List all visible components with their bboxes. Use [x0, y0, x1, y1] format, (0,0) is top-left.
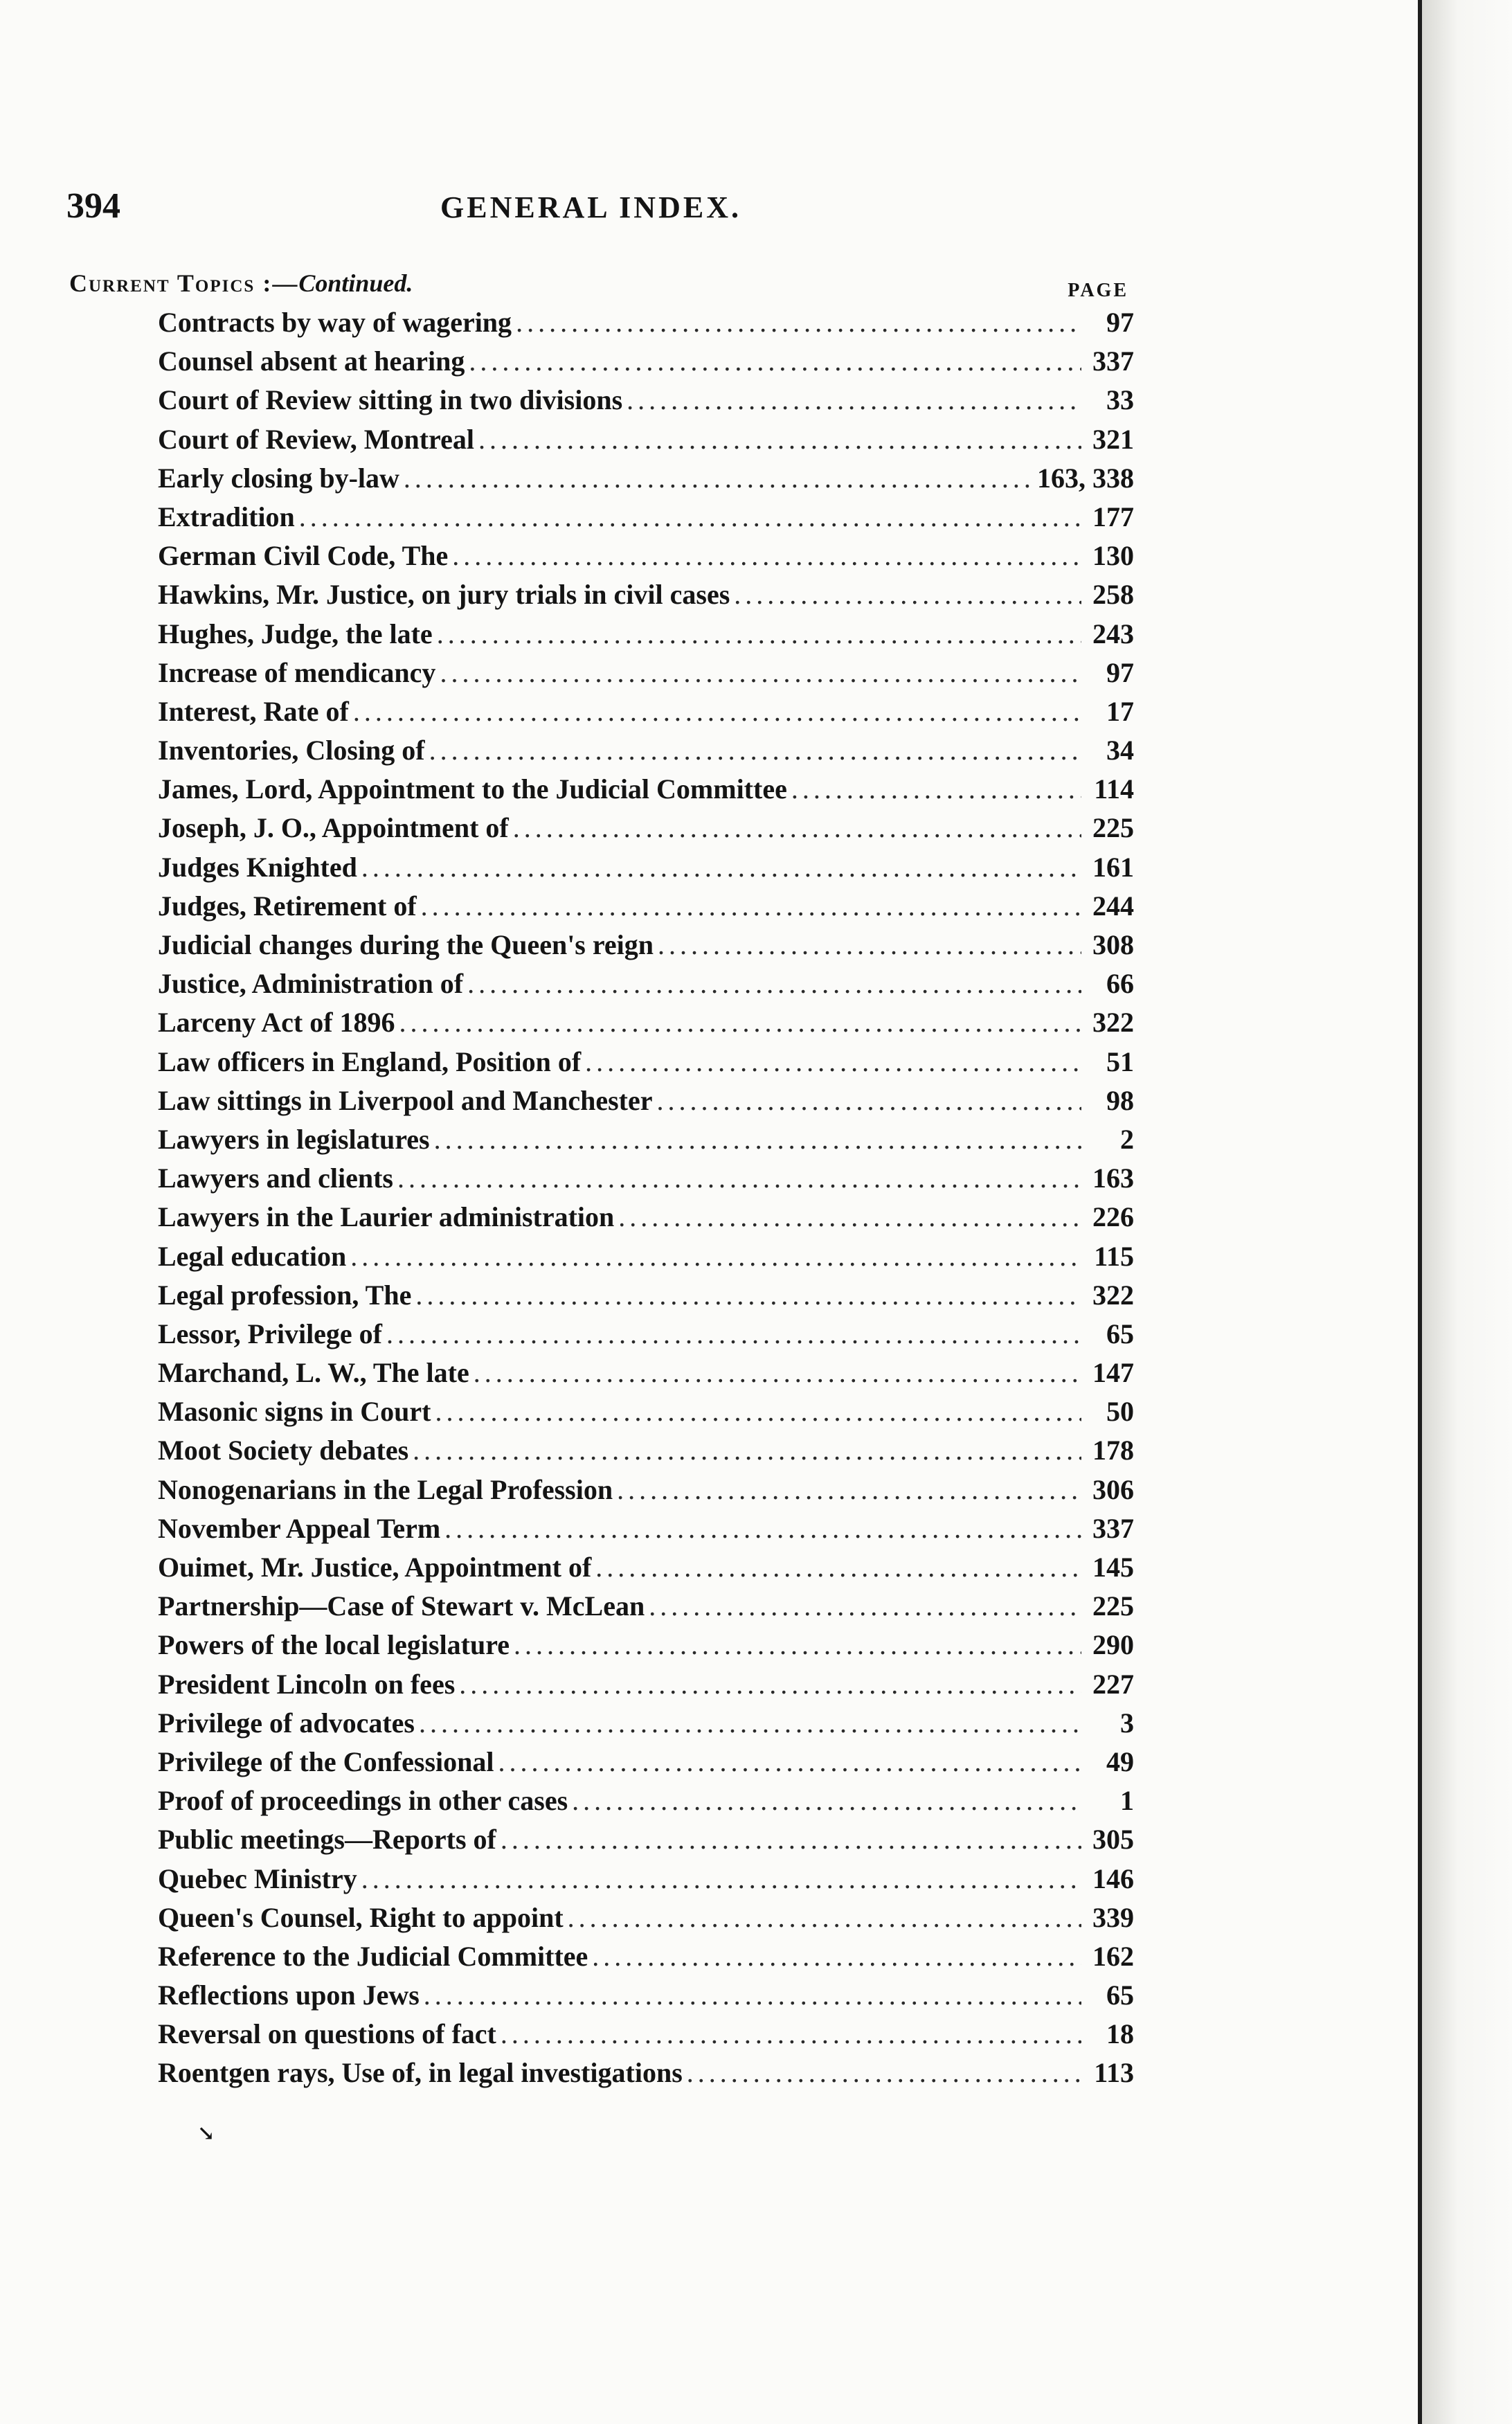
entry-pages: 146 — [1092, 1862, 1134, 1894]
dot-leader — [649, 1590, 1081, 1622]
entry-title: Law sittings in Liverpool and Manchester — [158, 1084, 653, 1116]
dot-leader — [627, 384, 1081, 416]
entry-title: Lessor, Privilege of — [158, 1318, 383, 1349]
entry-pages: 258 — [1092, 579, 1134, 611]
page-number: 394 — [66, 186, 120, 226]
dot-leader — [498, 1745, 1082, 1778]
dot-leader — [421, 890, 1081, 922]
entry-title: Quebec Ministry — [158, 1862, 357, 1894]
entry-pages: 145 — [1092, 1552, 1134, 1583]
entry-pages: 18 — [1106, 2018, 1134, 2050]
entry-title: Marchand, L. W., The late — [158, 1357, 469, 1389]
dot-leader — [514, 1628, 1081, 1661]
entry-pages: 115 — [1094, 1240, 1134, 1272]
dot-leader — [516, 306, 1081, 339]
entry-pages: 65 — [1106, 1979, 1134, 2011]
dot-leader — [434, 1123, 1081, 1156]
page-edge — [1418, 0, 1422, 2424]
entry-title: Public meetings—Reports of — [158, 1824, 496, 1856]
index-entry — [158, 1590, 1134, 1628]
entry-title: Legal profession, The — [158, 1279, 412, 1311]
index-entry — [158, 656, 1134, 695]
entry-pages: 337 — [1092, 1512, 1134, 1544]
page-header — [66, 186, 1126, 234]
entry-title: Legal education — [158, 1240, 347, 1272]
index-entry — [158, 1045, 1134, 1084]
dot-leader — [513, 811, 1081, 844]
entry-title: Moot Society debates — [158, 1435, 409, 1466]
entry-title: Extradition — [158, 501, 295, 532]
dot-leader — [361, 1862, 1081, 1895]
entry-pages: 290 — [1092, 1629, 1134, 1661]
entry-pages: 114 — [1094, 773, 1134, 805]
dot-leader — [459, 1668, 1081, 1700]
entry-title: President Lincoln on fees — [158, 1668, 456, 1700]
entry-title: Partnership—Case of Stewart v. McLean — [158, 1590, 645, 1622]
index-entry — [158, 1279, 1134, 1318]
index-entry — [158, 890, 1134, 928]
index-entry — [158, 1434, 1134, 1473]
dot-leader — [415, 1279, 1081, 1311]
index-entry — [158, 578, 1134, 617]
entry-pages: 162 — [1092, 1940, 1134, 1972]
dot-leader — [386, 1318, 1081, 1350]
section-continued: Continued. — [298, 269, 413, 297]
entry-pages: 163 — [1092, 1162, 1134, 1194]
entry-title: Judges Knighted — [158, 851, 357, 883]
dot-leader — [299, 501, 1081, 533]
dot-leader — [474, 1356, 1081, 1389]
entry-title: Counsel absent at hearing — [158, 345, 465, 377]
dot-leader — [617, 1473, 1081, 1506]
index-entry — [158, 2018, 1134, 2056]
entry-title: Judges, Retirement of — [158, 890, 417, 922]
dot-leader — [501, 1823, 1081, 1856]
entry-pages: 227 — [1092, 1668, 1134, 1700]
index-entry — [158, 462, 1134, 501]
index-entry — [158, 1551, 1134, 1590]
index-entry — [158, 345, 1134, 384]
dot-leader — [592, 1940, 1081, 1973]
entry-pages: 65 — [1106, 1318, 1134, 1349]
dot-leader — [656, 1084, 1081, 1117]
index-entry — [158, 1318, 1134, 1356]
index-entry — [158, 1162, 1134, 1201]
entry-title: James, Lord, Appointment to the Judicial Committee — [158, 773, 787, 805]
dot-leader — [419, 1707, 1081, 1739]
entry-title: Proof of proceedings in other cases — [158, 1785, 568, 1817]
dot-leader — [478, 423, 1081, 456]
entry-title: Larceny Act of 1896 — [158, 1007, 395, 1039]
entry-pages: 49 — [1106, 1745, 1134, 1777]
dot-leader — [350, 1240, 1081, 1273]
printer-mark: ↘ — [197, 2121, 215, 2146]
entry-title: Inventories, Closing of — [158, 735, 425, 766]
entry-pages: 98 — [1106, 1084, 1134, 1116]
index-entry — [158, 2056, 1134, 2095]
entry-title: Judicial changes during the Queen's reign — [158, 929, 654, 960]
entry-pages: 147 — [1092, 1357, 1134, 1389]
entry-pages: 66 — [1106, 968, 1134, 1000]
entry-title: Lawyers in the Laurier administration — [158, 1201, 615, 1233]
dot-leader — [734, 578, 1081, 611]
entry-title: Privilege of the Confessional — [158, 1745, 494, 1777]
index-entry — [158, 306, 1134, 345]
entry-pages: 97 — [1106, 656, 1134, 688]
entry-title: Reference to the Judicial Committee — [158, 1940, 588, 1972]
entry-pages: 163, 338 — [1037, 462, 1134, 494]
entry-pages: 1 — [1120, 1785, 1134, 1817]
index-entry — [158, 851, 1134, 890]
index-entry — [158, 539, 1134, 578]
dot-leader — [572, 1784, 1081, 1817]
index-entry — [158, 1201, 1134, 1239]
index-entry — [158, 1395, 1134, 1434]
index-entry — [158, 618, 1134, 656]
index-entries — [158, 306, 1134, 2096]
entry-title: Hughes, Judge, the late — [158, 618, 433, 649]
entry-title: Reflections upon Jews — [158, 1979, 420, 2011]
page-column-label: PAGE — [1068, 280, 1128, 301]
index-entry — [158, 1123, 1134, 1162]
index-entry — [158, 1356, 1134, 1395]
dot-leader — [687, 2056, 1081, 2089]
entry-pages: 322 — [1092, 1279, 1134, 1311]
entry-title: Lawyers and clients — [158, 1162, 393, 1194]
entry-pages: 225 — [1092, 1590, 1134, 1622]
entry-title: November Appeal Term — [158, 1512, 441, 1544]
index-entry — [158, 1707, 1134, 1745]
dot-leader — [568, 1901, 1081, 1934]
index-entry — [158, 1006, 1134, 1045]
entry-pages: 308 — [1092, 929, 1134, 960]
entry-pages: 322 — [1092, 1007, 1134, 1039]
dot-leader — [501, 2018, 1081, 2050]
dot-leader — [595, 1551, 1081, 1583]
entry-title: Ouimet, Mr. Justice, Appointment of — [158, 1552, 592, 1583]
dot-leader — [353, 695, 1081, 728]
entry-title: Hawkins, Mr. Justice, on jury trials in civil cases — [158, 579, 730, 611]
dot-leader — [437, 618, 1081, 650]
entry-pages: 337 — [1092, 345, 1134, 377]
entry-title: Privilege of advocates — [158, 1707, 415, 1739]
index-entry — [158, 1745, 1134, 1784]
entry-title: Contracts by way of wagering — [158, 307, 512, 338]
index-entry — [158, 384, 1134, 422]
entry-pages: 113 — [1094, 2057, 1134, 2089]
dot-leader — [435, 1395, 1082, 1428]
dot-leader — [399, 1006, 1081, 1039]
index-entry — [158, 1084, 1134, 1123]
entry-title: Early closing by-law — [158, 462, 399, 494]
entry-pages: 244 — [1092, 890, 1134, 922]
index-entry — [158, 1823, 1134, 1862]
dot-leader — [429, 734, 1081, 766]
index-entry — [158, 501, 1134, 539]
dot-leader — [618, 1201, 1081, 1233]
entry-pages: 243 — [1092, 618, 1134, 649]
index-entry — [158, 1628, 1134, 1667]
index-entry — [158, 1862, 1134, 1901]
entry-title: German Civil Code, The — [158, 540, 449, 572]
entry-pages: 177 — [1092, 501, 1134, 532]
entry-title: Queen's Counsel, Right to appoint — [158, 1901, 564, 1933]
index-entry — [158, 773, 1134, 811]
entry-pages: 33 — [1106, 384, 1134, 416]
entry-title: Court of Review, Montreal — [158, 423, 474, 455]
entry-title: Nonogenarians in the Legal Profession — [158, 1473, 613, 1505]
running-head: GENERAL INDEX. — [440, 190, 741, 224]
entry-title: Powers of the local legislature — [158, 1629, 510, 1661]
entry-pages: 339 — [1092, 1901, 1134, 1933]
index-entry — [158, 811, 1134, 850]
entry-pages: 305 — [1092, 1824, 1134, 1856]
dot-leader — [585, 1045, 1081, 1078]
entry-pages: 50 — [1106, 1396, 1134, 1428]
index-entry — [158, 1901, 1134, 1940]
section-heading — [69, 269, 1135, 303]
entry-pages: 3 — [1120, 1707, 1134, 1739]
entry-pages: 51 — [1106, 1045, 1134, 1077]
dot-leader — [413, 1434, 1081, 1466]
dot-leader — [469, 345, 1081, 377]
entry-title: Court of Review sitting in two divisions — [158, 384, 623, 416]
entry-title: Law officers in England, Position of — [158, 1045, 582, 1077]
dot-leader — [452, 539, 1081, 572]
entry-pages: 321 — [1092, 423, 1134, 455]
entry-pages: 306 — [1092, 1473, 1134, 1505]
entry-title: Reversal on questions of fact — [158, 2018, 496, 2050]
entry-pages: 161 — [1092, 851, 1134, 883]
entry-pages: 178 — [1092, 1435, 1134, 1466]
index-entry — [158, 734, 1134, 773]
index-entry — [158, 695, 1134, 734]
index-entry — [158, 1940, 1134, 1979]
section-title-text: Current Topics :— — [69, 269, 299, 297]
entry-pages: 130 — [1092, 540, 1134, 572]
index-entry — [158, 967, 1134, 1006]
index-entry — [158, 1784, 1134, 1823]
entry-pages: 225 — [1092, 812, 1134, 844]
index-entry — [158, 1668, 1134, 1707]
entry-title: Roentgen rays, Use of, in legal investigations — [158, 2057, 683, 2089]
entry-title: Lawyers in legislatures — [158, 1123, 430, 1155]
entry-title: Joseph, J. O., Appointment of — [158, 812, 509, 844]
entry-title: Increase of mendicancy — [158, 656, 436, 688]
page-edge-shadow — [1422, 0, 1512, 2424]
dot-leader — [397, 1162, 1081, 1194]
entry-pages: 2 — [1120, 1123, 1134, 1155]
dot-leader — [658, 928, 1081, 961]
index-entry — [158, 1473, 1134, 1512]
index-entry — [158, 1512, 1134, 1551]
dot-leader — [444, 1512, 1081, 1545]
entry-pages: 34 — [1106, 735, 1134, 766]
index-entry — [158, 423, 1134, 462]
entry-title: Interest, Rate of — [158, 695, 349, 727]
dot-leader — [404, 462, 1033, 494]
dot-leader — [440, 656, 1081, 689]
entry-pages: 97 — [1106, 307, 1134, 338]
index-entry — [158, 1240, 1134, 1279]
section-title — [69, 269, 413, 298]
dot-leader — [791, 773, 1081, 805]
entry-title: Masonic signs in Court — [158, 1396, 431, 1428]
dot-leader — [424, 1979, 1081, 2011]
entry-title: Justice, Administration of — [158, 968, 464, 1000]
entry-pages: 17 — [1106, 695, 1134, 727]
index-entry — [158, 1979, 1134, 2018]
dot-leader — [361, 851, 1081, 883]
dot-leader — [467, 967, 1081, 1000]
entry-pages: 226 — [1092, 1201, 1134, 1233]
index-entry — [158, 928, 1134, 967]
